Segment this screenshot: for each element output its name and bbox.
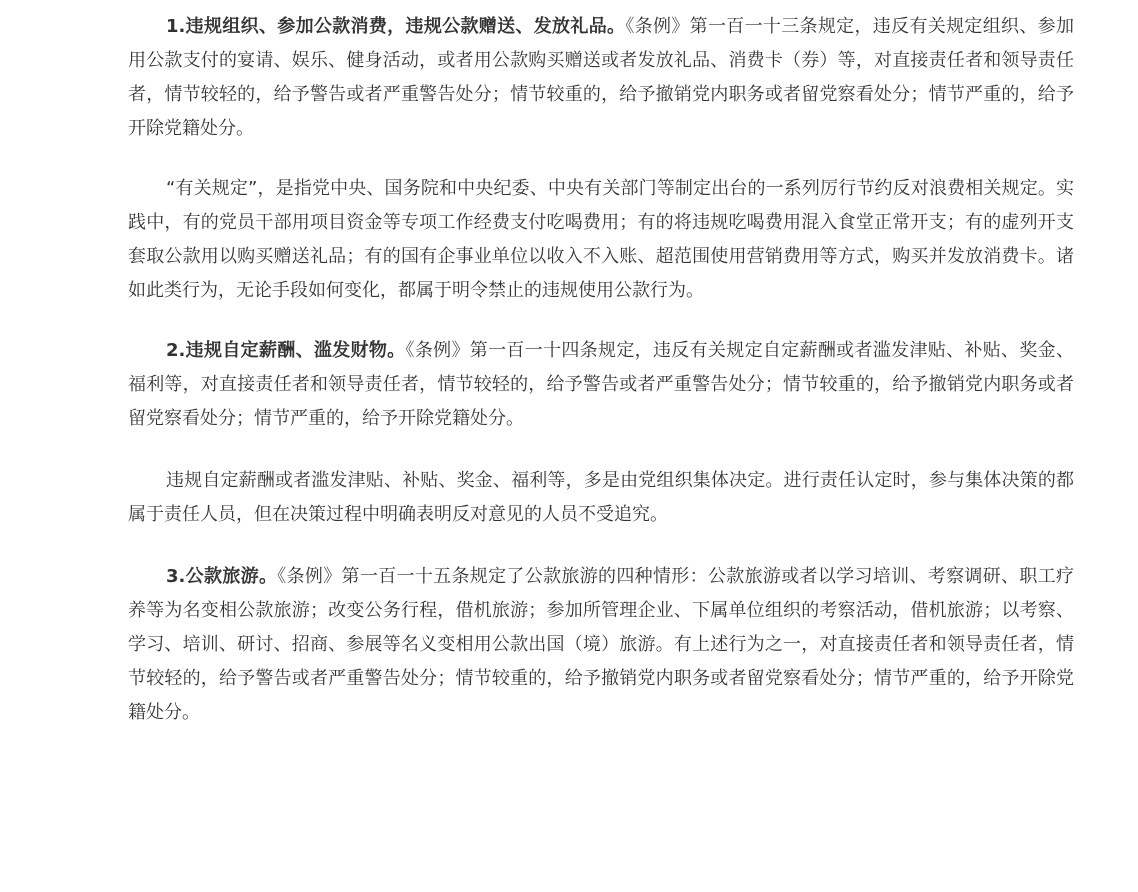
- paragraph-1-heading: 1.违规组织、参加公款消费，违规公款赠送、发放礼品。: [166, 16, 626, 37]
- paragraph-2: [128, 172, 1074, 308]
- paragraph-3-text: 《条例》第一百一十四条规定，违反有关规定自定薪酬或者滥发津贴、补贴、奖金、福利等，对直接责任者和领导责任者，情节较轻的，给予警告或者严重警告处分；情节较重的，给予撤销党内职务或者留党察看处分；情节严重的，给予开除党籍处分。: [128, 340, 1074, 429]
- paragraph-1: [128, 10, 1074, 146]
- paragraph-5-heading: 3.公款旅游。: [166, 566, 278, 587]
- paragraph-2-text: “有关规定”，是指党中央、国务院和中央纪委、中央有关部门等制定出台的一系列厉行节约反对浪费相关规定。实践中，有的党员干部用项目资金等专项工作经费支付吃喝费用；有的将违规吃喝费用混入食堂正常开支；有的虚列开支套取公款用以购买赠送礼品；有的国有企事业单位以收入不入账、超范围使用营销费用等方式，购买并发放消费卡。诸如此类行为，无论手段如何变化，都属于明令禁止的违规使用公款行为。: [128, 178, 1074, 301]
- article-body: [128, 0, 1074, 730]
- paragraph-4: [128, 464, 1074, 532]
- paragraph-5-text: 《条例》第一百一十五条规定了公款旅游的四种情形：公款旅游或者以学习培训、考察调研、职工疗养等为名变相公款旅游；改变公务行程，借机旅游；参加所管理企业、下属单位组织的考察活动，借机旅游；以考察、学习、培训、研讨、招商、参展等名义变相用公款出国（境）旅游。有上述行为之一，对直接责任者和领导责任者，情节较轻的，给予警告或者严重警告处分；情节较重的，给予撤销党内职务或者留党察看处分；情节严重的，给予开除党籍处分。: [128, 566, 1074, 723]
- paragraph-3-heading: 2.违规自定薪酬、滥发财物。: [166, 340, 406, 361]
- paragraph-3: [128, 334, 1074, 436]
- paragraph-1-text: 《条例》第一百一十三条规定，违反有关规定组织、参加用公款支付的宴请、娱乐、健身活动，或者用公款购买赠送或者发放礼品、消费卡（券）等，对直接责任者和领导责任者，情节较轻的，给予警告或者严重警告处分；情节较重的，给予撤销党内职务或者留党察看处分；情节严重的，给予开除党籍处分。: [128, 16, 1074, 139]
- paragraph-4-text: 违规自定薪酬或者滥发津贴、补贴、奖金、福利等，多是由党组织集体决定。进行责任认定时，参与集体决策的都属于责任人员，但在决策过程中明确表明反对意见的人员不受追究。: [128, 470, 1074, 525]
- paragraph-5: [128, 560, 1074, 730]
